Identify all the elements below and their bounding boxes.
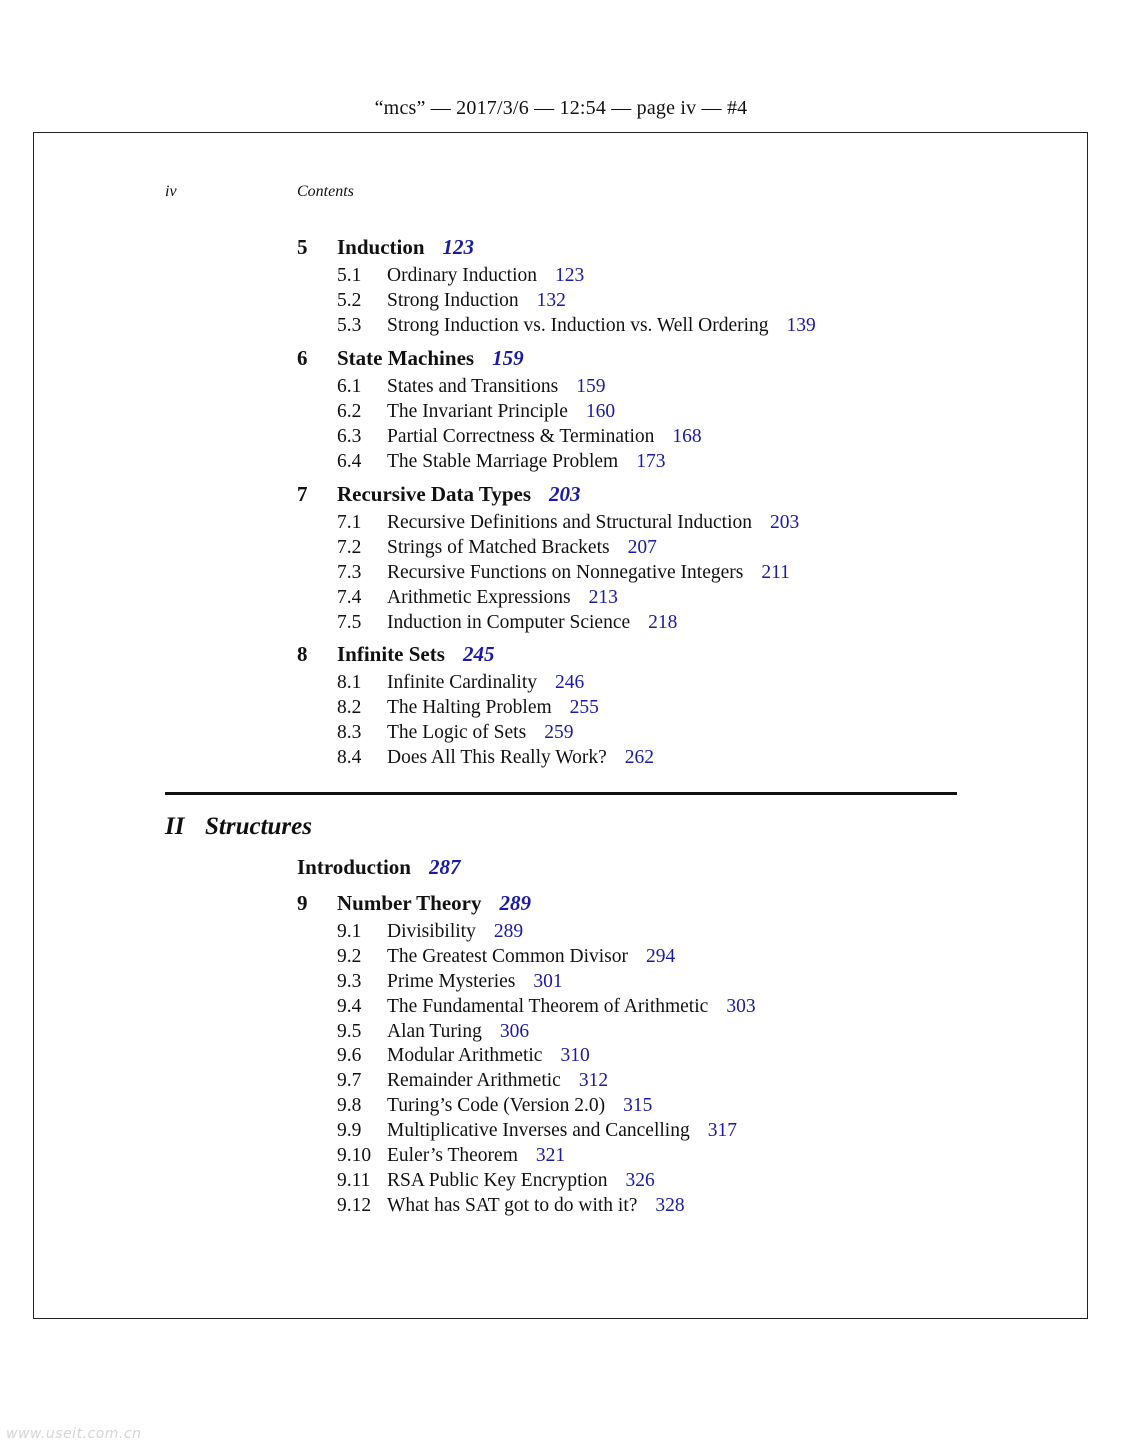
toc-section[interactable] — [337, 1044, 756, 1069]
chapter-title: Number Theory — [337, 891, 482, 915]
toc-section[interactable] — [337, 945, 756, 970]
section-page-link[interactable]: 321 — [535, 1145, 566, 1167]
toc-section[interactable] — [337, 511, 799, 536]
toc-section[interactable] — [337, 970, 756, 995]
part-number: II — [165, 813, 185, 840]
document-header: “mcs” — 2017/3/6 — 12:54 — page iv — #4 — [374, 97, 748, 119]
section-title: Modular Arithmetic — [387, 1045, 543, 1067]
chapter-number: 7 — [297, 482, 308, 506]
section-number: 9.6 — [337, 1045, 362, 1067]
section-number: 5.1 — [337, 265, 362, 286]
toc-section[interactable] — [337, 450, 702, 475]
section-number: 6.2 — [337, 400, 362, 422]
section-title: Strong Induction — [387, 289, 519, 311]
running-head-title: Contents — [297, 183, 354, 200]
section-number: 6.1 — [337, 376, 362, 397]
section-title: The Stable Marriage Problem — [387, 450, 619, 472]
section-page-link[interactable]: 203 — [770, 512, 800, 533]
toc-section[interactable] — [337, 671, 654, 696]
section-title: Remainder Arithmetic — [387, 1070, 561, 1092]
section-title: Divisibility — [387, 921, 476, 942]
section-number: 8.1 — [337, 672, 362, 693]
chapter-title: Induction — [337, 235, 425, 259]
section-page-link[interactable]: 328 — [655, 1194, 685, 1216]
toc-section[interactable] — [337, 995, 756, 1020]
section-page-link[interactable]: 255 — [569, 696, 599, 718]
section-page-link[interactable]: 315 — [623, 1095, 653, 1117]
toc-section[interactable] — [337, 1119, 756, 1144]
section-title: Induction in Computer Science — [387, 611, 631, 633]
section-page-link[interactable]: 173 — [636, 450, 666, 472]
toc-section[interactable] — [337, 425, 702, 450]
chapter-page-link[interactable]: 289 — [499, 891, 531, 915]
section-page-link[interactable]: 132 — [536, 289, 566, 311]
section-number: 7.5 — [337, 611, 362, 633]
section-number: 7.1 — [337, 512, 362, 533]
section-number: 9.12 — [337, 1194, 372, 1216]
chapter-number: 9 — [297, 891, 308, 915]
section-page-link[interactable]: 123 — [555, 265, 585, 286]
toc-section[interactable] — [337, 696, 654, 721]
section-number: 6.3 — [337, 425, 362, 447]
section-number: 8.4 — [337, 746, 362, 768]
chapter-title: State Machines — [337, 346, 475, 370]
section-title: Infinite Cardinality — [387, 672, 538, 693]
chapter-page-link[interactable]: 203 — [549, 482, 581, 506]
section-title: Recursive Functions on Nonnegative Integers — [387, 561, 744, 583]
toc-section[interactable] — [337, 289, 816, 314]
toc-section[interactable] — [337, 536, 799, 561]
chapter-title: Recursive Data Types — [337, 482, 532, 506]
section-title: States and Transitions — [387, 376, 559, 397]
section-page-link[interactable]: 303 — [726, 995, 756, 1017]
section-title: Partial Correctness & Termination — [387, 425, 655, 447]
section-title: The Logic of Sets — [387, 721, 527, 743]
chapter-number: 8 — [297, 642, 308, 666]
toc-section[interactable] — [337, 586, 799, 611]
section-title: What has SAT got to do with it? — [387, 1194, 638, 1216]
toc-section[interactable] — [337, 746, 654, 771]
section-number: 9.10 — [337, 1145, 372, 1167]
section-page-link[interactable]: 207 — [627, 536, 657, 558]
section-title: Recursive Definitions and Structural Induction — [387, 512, 752, 533]
chapter-page-link[interactable]: 245 — [462, 642, 495, 666]
chapter-heading — [297, 477, 799, 511]
chapter-title: Infinite Sets — [337, 642, 445, 666]
toc-section[interactable] — [337, 1069, 756, 1094]
chapter-number: 5 — [297, 235, 308, 259]
toc-section[interactable] — [337, 375, 702, 400]
part-heading — [165, 813, 312, 841]
section-title: Turing’s Code (Version 2.0) — [387, 1095, 606, 1117]
part-divider-rule — [165, 792, 957, 795]
section-page-link[interactable]: 301 — [533, 970, 563, 992]
section-page-link[interactable]: 310 — [560, 1045, 590, 1067]
section-number: 5.2 — [337, 289, 362, 311]
toc-section[interactable] — [337, 920, 756, 945]
toc-chapter-7 — [297, 477, 799, 635]
section-page-link[interactable]: 289 — [493, 921, 524, 942]
section-title: Euler’s Theorem — [387, 1145, 518, 1167]
toc-section[interactable] — [337, 1020, 756, 1045]
section-page-link[interactable]: 168 — [672, 425, 702, 447]
section-page-link[interactable]: 294 — [646, 945, 676, 967]
section-number: 9.4 — [337, 995, 362, 1017]
section-number: 8.3 — [337, 721, 362, 743]
section-title: Strings of Matched Brackets — [387, 536, 610, 558]
toc-chapter-5 — [297, 230, 816, 339]
section-number: 8.2 — [337, 696, 362, 718]
toc-chapter-6 — [297, 341, 702, 475]
section-number: 7.3 — [337, 561, 362, 583]
toc-section[interactable] — [337, 264, 816, 289]
watermark: www.useit.com.cn — [6, 1426, 142, 1442]
section-number: 9.7 — [337, 1070, 362, 1092]
toc-section[interactable] — [337, 1094, 756, 1119]
section-title: The Invariant Principle — [387, 400, 568, 422]
section-page-link[interactable]: 306 — [499, 1020, 530, 1042]
section-title: Arithmetic Expressions — [387, 586, 571, 608]
toc-section[interactable] — [337, 561, 799, 586]
section-page-link[interactable]: 211 — [761, 561, 790, 583]
running-head-page-number: iv — [165, 183, 177, 200]
section-title: Alan Turing — [387, 1020, 482, 1042]
toc-section[interactable] — [337, 1194, 756, 1219]
section-page-link[interactable]: 262 — [624, 746, 655, 768]
section-number: 6.4 — [337, 450, 362, 472]
section-number: 9.2 — [337, 945, 362, 967]
toc-section[interactable] — [337, 1169, 756, 1194]
chapter-heading — [297, 637, 654, 671]
section-title: The Halting Problem — [387, 696, 552, 718]
toc-introduction — [297, 852, 460, 882]
section-page-link[interactable]: 159 — [576, 376, 606, 397]
section-title: Does All This Really Work? — [387, 746, 607, 768]
toc-section[interactable] — [337, 611, 799, 636]
section-page-link[interactable]: 160 — [585, 400, 616, 422]
toc-section[interactable] — [337, 314, 816, 339]
toc-chapter-8 — [297, 637, 654, 771]
toc-section[interactable] — [337, 721, 654, 746]
section-title: The Greatest Common Divisor — [387, 945, 628, 967]
toc-section[interactable] — [337, 400, 702, 425]
section-number: 9.5 — [337, 1020, 362, 1042]
section-number: 9.8 — [337, 1095, 362, 1117]
section-title: RSA Public Key Encryption — [387, 1169, 608, 1191]
chapter-page-link[interactable]: 123 — [442, 235, 475, 259]
toc-section[interactable] — [337, 1144, 756, 1169]
section-number: 9.9 — [337, 1120, 362, 1142]
chapter-heading — [297, 230, 816, 264]
section-number: 9.3 — [337, 970, 362, 992]
section-page-link[interactable]: 218 — [648, 611, 678, 633]
section-title: The Fundamental Theorem of Arithmetic — [387, 995, 709, 1017]
section-page-link[interactable]: 317 — [707, 1120, 737, 1142]
section-number: 9.1 — [337, 921, 362, 942]
section-number: 7.4 — [337, 586, 362, 608]
section-number: 9.11 — [337, 1169, 371, 1191]
section-page-link[interactable]: 139 — [786, 314, 816, 336]
section-page-link[interactable]: 326 — [625, 1169, 655, 1191]
section-title: Multiplicative Inverses and Cancelling — [387, 1120, 690, 1142]
toc-chapter-9 — [297, 886, 756, 1219]
part-title: Structures — [205, 813, 312, 840]
section-page-link[interactable]: 246 — [555, 672, 585, 693]
section-page-link[interactable]: 259 — [544, 721, 574, 743]
section-title: Ordinary Induction — [387, 265, 538, 286]
section-title: Strong Induction vs. Induction vs. Well Ordering — [387, 314, 769, 336]
section-page-link[interactable]: 213 — [588, 586, 618, 608]
chapter-number: 6 — [297, 346, 308, 370]
chapter-page-link[interactable]: 159 — [492, 346, 524, 370]
chapter-heading — [297, 886, 756, 920]
section-number: 5.3 — [337, 314, 362, 336]
introduction-title: Introduction — [297, 855, 411, 879]
section-page-link[interactable]: 312 — [578, 1070, 609, 1092]
section-title: Prime Mysteries — [387, 970, 516, 992]
section-number: 7.2 — [337, 536, 362, 558]
chapter-heading — [297, 341, 702, 375]
introduction-page-link[interactable]: 287 — [428, 855, 461, 879]
